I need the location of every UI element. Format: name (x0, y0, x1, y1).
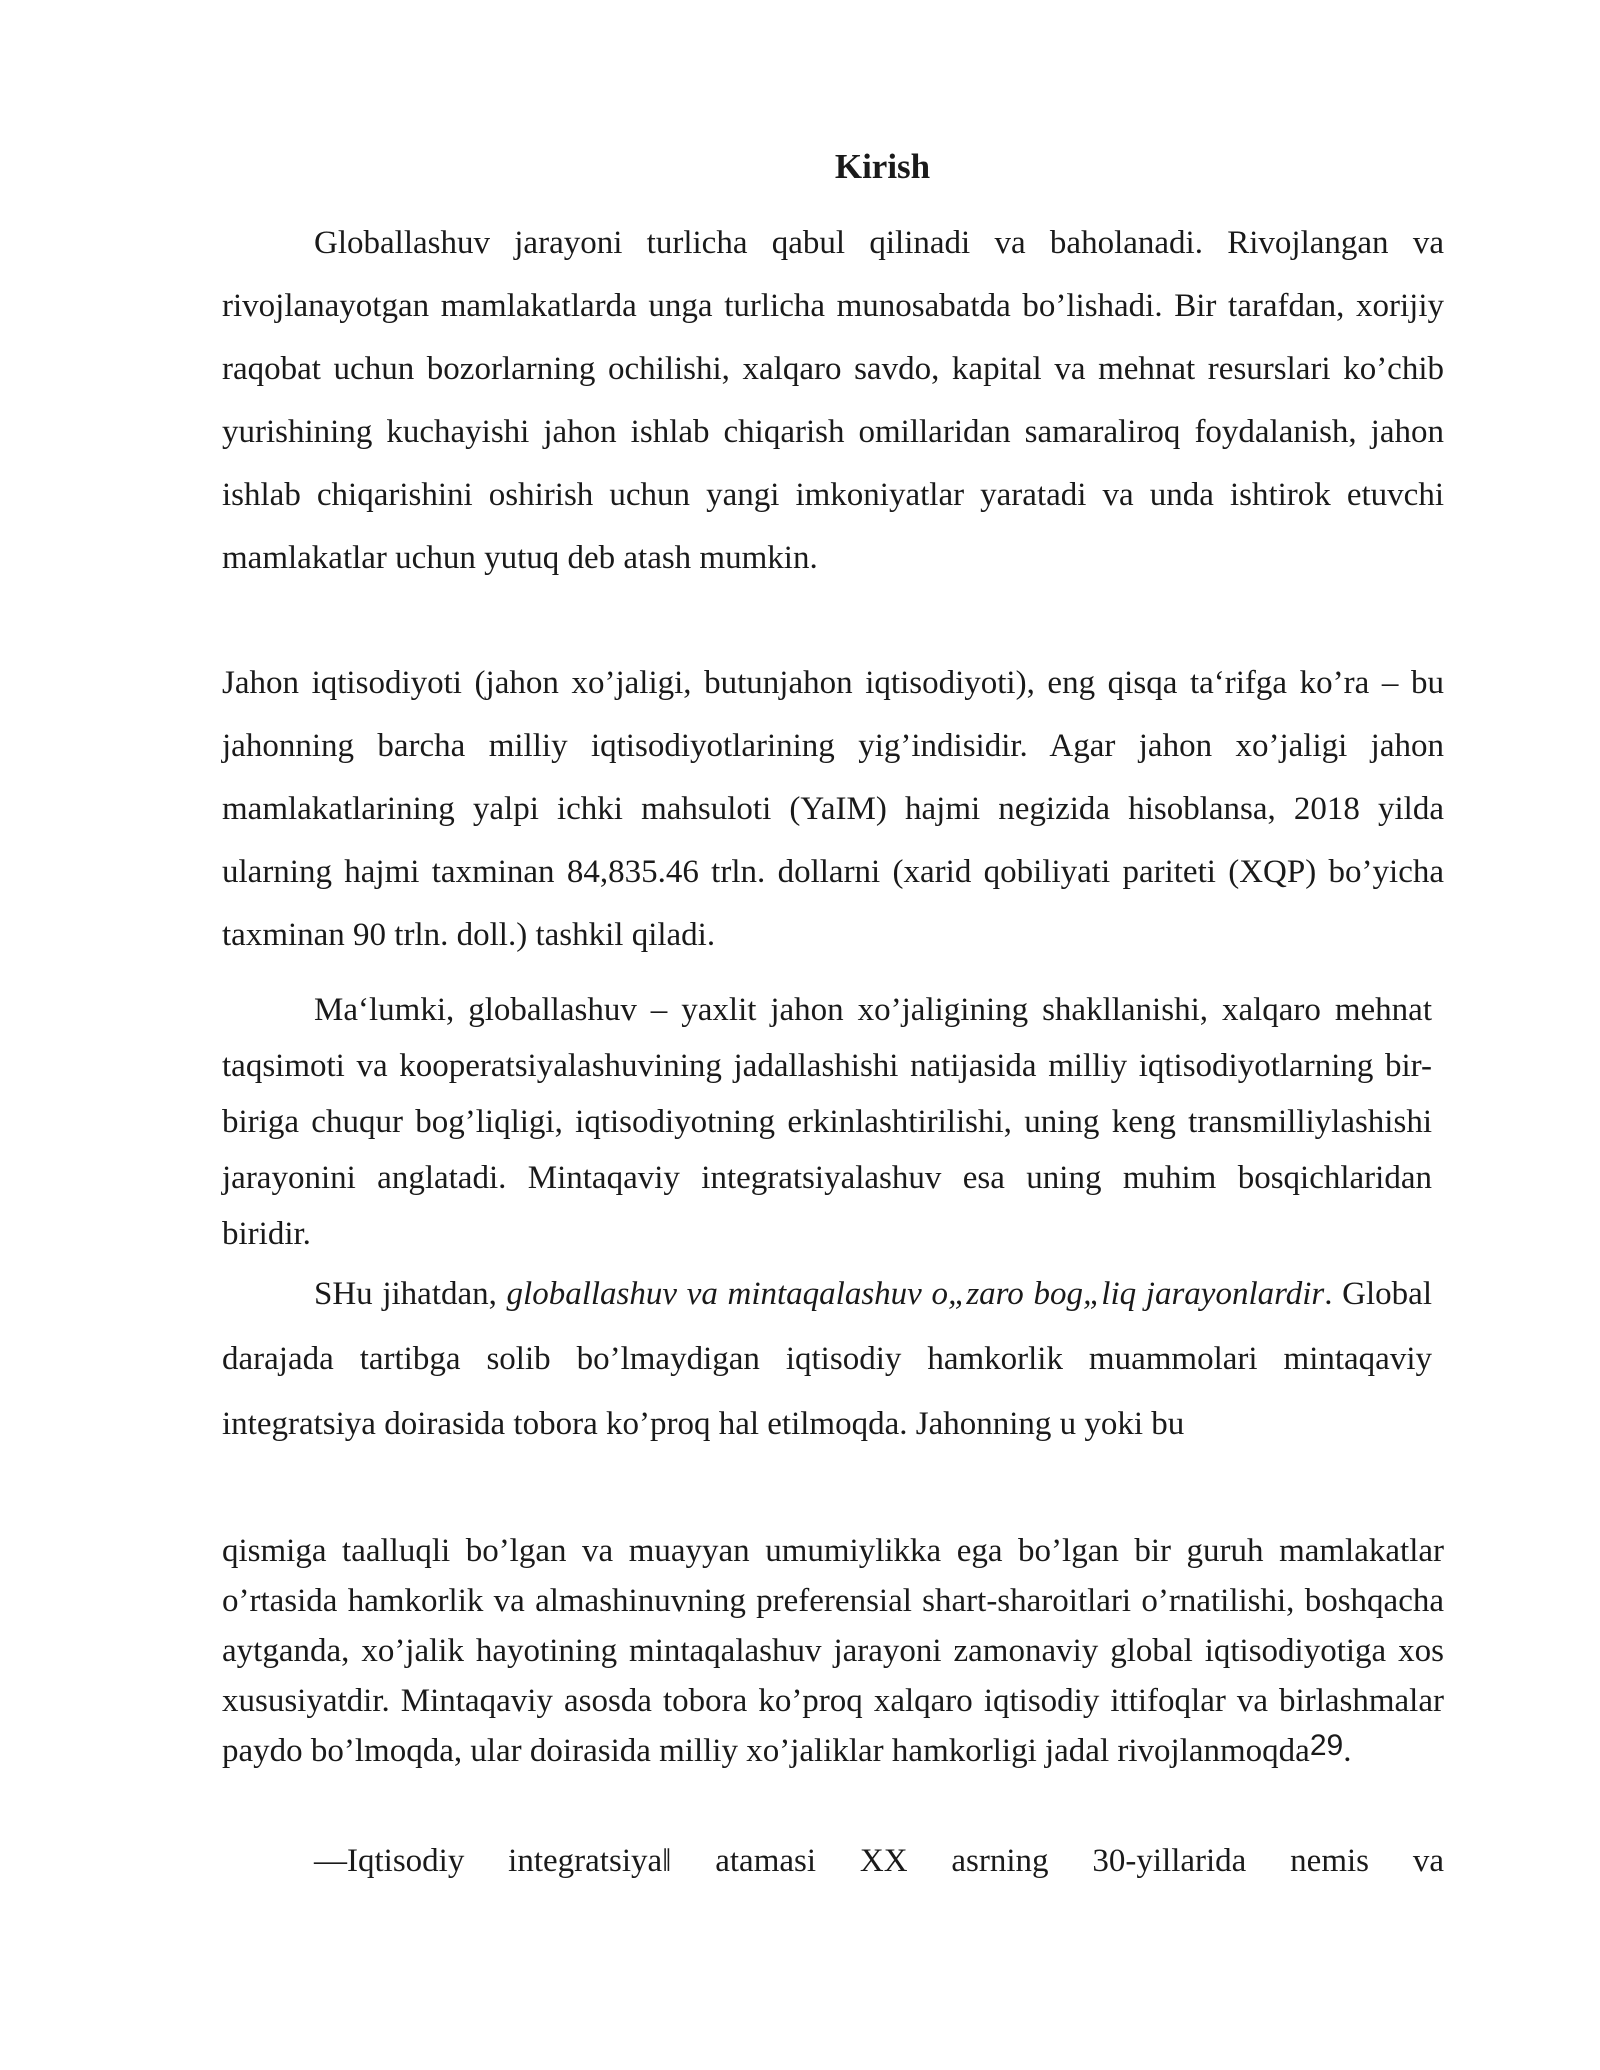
paragraph-4 (222, 1262, 1432, 1457)
paragraph-4-rest: . Global darajada tartibga solib bo’lmaydigan iqtisodiy hamkorlik muammolari mintaqaviy integratsiya doirasida tobora ko’proq hal etilmoqda. Jahonning u yoki bu (222, 1276, 1432, 1442)
paragraph-4-italic: globallashuv va mintaqalashuv o„zaro bog„liq jarayonlardir (506, 1276, 1325, 1312)
paragraph-3: Ma‘lumki, globallashuv – yaxlit jahon xo’jaligining shakllanishi, xalqaro mehnat taqsimoti va kooperatsiyalashuvining jadallashishi natijasida milliy iqtisodiyotlarning bir-biriga chuqur bog’liqligi, iqtisodiyotning erkinlashtirilishi, uning keng transmilliylashishi jarayonini anglatadi. Mintaqaviy integratsiyalashuv esa uning muhim bosqichlaridan biridir. (222, 992, 1432, 1252)
paragraph-4-start: SHu jihatdan, (314, 1276, 507, 1312)
paragraph-5-text: qismiga taalluqli bo’lgan va muayyan umumiylikka ega bo’lgan bir guruh mamlakatlar o’rtasida hamkorlik va almashinuvning preferensial shart-sharoitlari o’rnatilishi, boshqacha aytganda, xo’jalik hayotining mintaqalashuv jarayoni zamonaviy global iqtisodiyotiga xos xususiyatdir. Mintaqaviy asosda tobora ko’proq xalqaro iqtisodiy ittifoqlar va birlashmalar paydo bo’lmoqda, ular doirasida milliy xo’jaliklar hamkorligi jadal rivojlanmoqda (222, 1533, 1444, 1769)
paragraph-6: ―Iqtisodiy integratsiya‖ atamasi XX asrning 30-yillarida nemis va (314, 1843, 1444, 1879)
paragraph-2: Jahon iqtisodiyoti (jahon xo’jaligi, butunjahon iqtisodiyoti), eng qisqa ta‘rifga ko’ra – bu jahonning barcha milliy iqtisodiyotlarining yig’indisidir. Agar jahon xo’jaligi jahon mamlakatlarining yalpi ichki mahsuloti (YaIM) hajmi negizida hisoblansa, 2018 yilda ularning hajmi taxminan 84,835.46 trln. dollarni (xarid qobiliyati pariteti (XQP) bo’yicha taxminan 90 trln. doll.) tashkil qiladi. (222, 665, 1444, 953)
paragraph-5 (222, 1526, 1444, 1776)
page-title: Kirish (834, 147, 931, 186)
paragraph-5-end: . (1343, 1733, 1352, 1769)
footnote-marker: 29 (1309, 1729, 1344, 1762)
paragraph-1: Globallashuv jarayoni turlicha qabul qilinadi va baholanadi. Rivojlangan va rivojlanayotgan mamlakatlarda unga turlicha munosabatda bo’lishadi. Bir tarafdan, xorijiy raqobat uchun bozorlarning ochilishi, xalqaro savdo, kapital va mehnat resurslari ko’chib yurishining kuchayishi jahon ishlab chiqarish omillaridan samaraliroq foydalanish, jahon ishlab chiqarishini oshirish uchun yangi imkoniyatlar yaratadi va unda ishtirok etuvchi mamlakatlar uchun yutuq deb atash mumkin. (222, 225, 1444, 576)
